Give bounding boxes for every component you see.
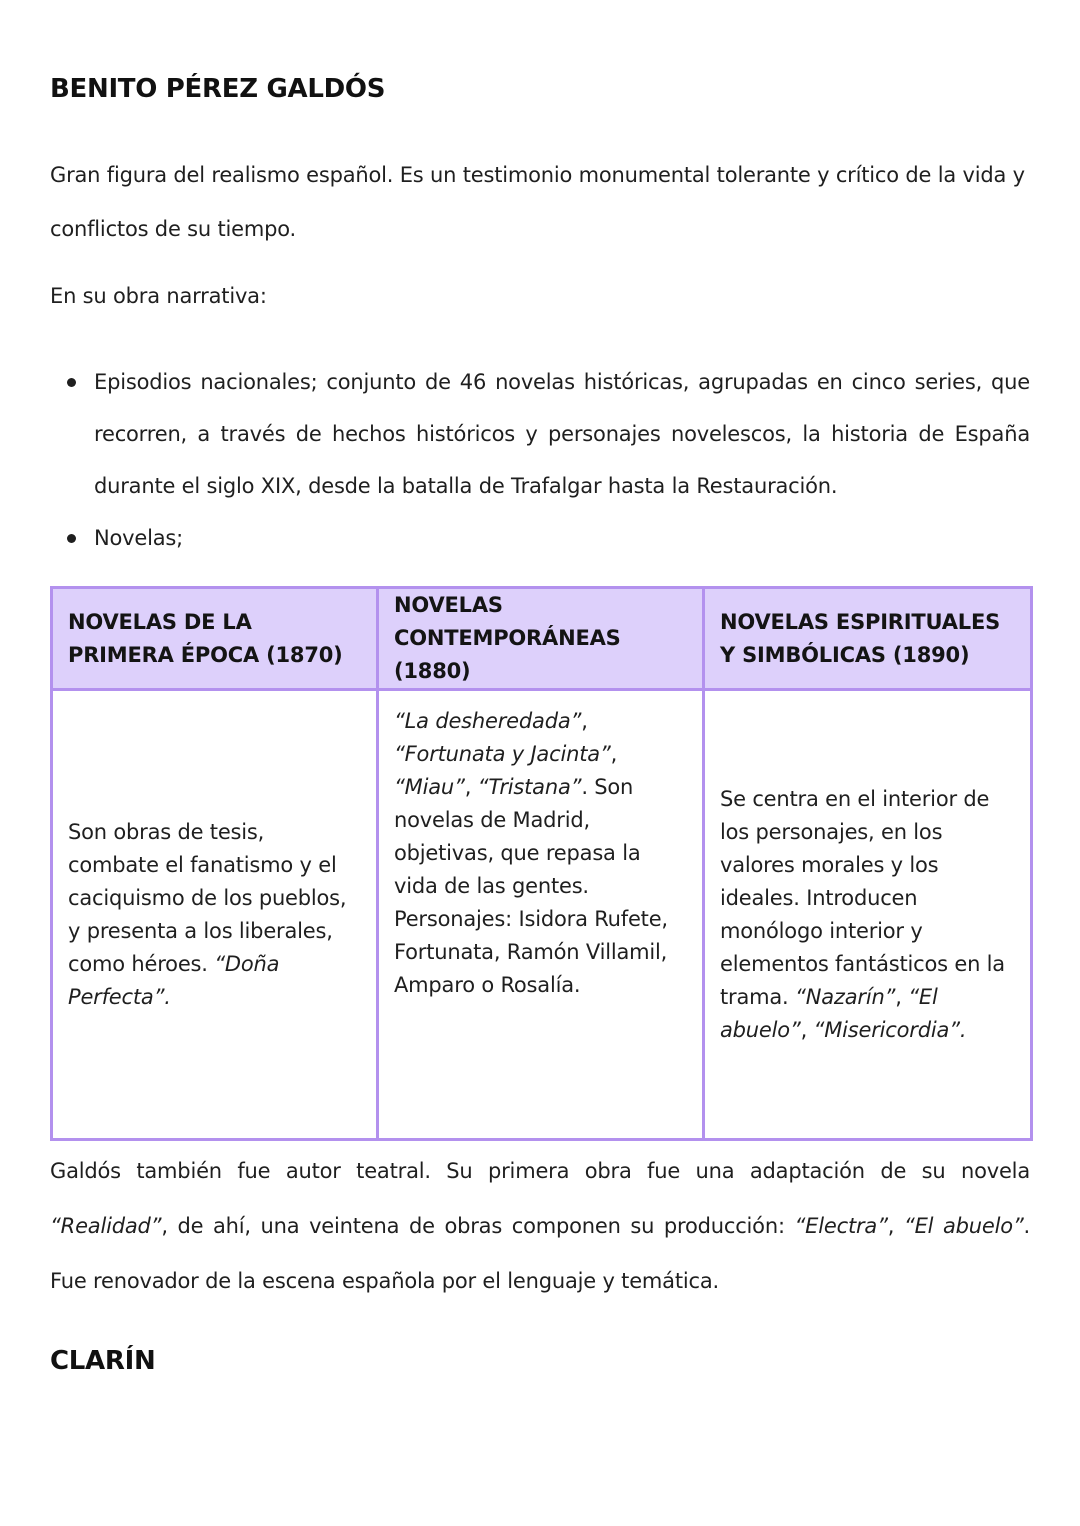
section-title-galdos: BENITO PÉREZ GALDÓS xyxy=(50,74,386,104)
text-run: , de ahí, una veintena de obras componen su producción: xyxy=(161,1214,785,1238)
header-contemporaneas: NOVELAS CONTEMPORÁNEAS (1880) xyxy=(378,588,704,690)
work-title: “Nazarín” xyxy=(795,984,896,1009)
list-item-episodios xyxy=(50,356,1030,512)
text-run: . Fue renovador de la escena española por el lenguaje y temática. xyxy=(50,1214,1031,1293)
work-title: “Tristana” xyxy=(477,775,582,799)
separator: , xyxy=(895,984,909,1009)
separator: , xyxy=(800,1017,814,1042)
cell-text: . Son novelas de Madrid, objetivas, que repasa la vida de las gentes. Personajes: Isidora Rufete, Fortunata, Ramón Villamil, Amparo o Rosalía. xyxy=(394,775,668,997)
cell-primera-epoca xyxy=(52,690,378,1140)
theatre-paragraph xyxy=(50,1144,1030,1309)
narrative-work-list xyxy=(50,356,1030,564)
list-item-text: Episodios nacionales; conjunto de 46 novelas históricas, agrupadas en cinco series, que recorren, a través de hechos históricos y personajes novelescos, la historia de España durante el siglo XIX, desde la batalla de Trafalgar hasta la Restauración. xyxy=(94,370,1030,498)
separator: , xyxy=(610,742,618,766)
separator: , xyxy=(464,775,478,799)
work-title: “Fortunata y Jacinta” xyxy=(394,742,611,766)
bullet-icon xyxy=(67,534,76,543)
separator: , xyxy=(581,709,588,733)
work-title: “Doña Perfecta”. xyxy=(68,951,280,1009)
list-item-text: Novelas; xyxy=(94,526,184,550)
work-title: “Realidad” xyxy=(50,1214,162,1238)
work-title: “Misericordia”. xyxy=(813,1017,967,1042)
cell-contemporaneas xyxy=(378,690,704,1140)
table-header-row xyxy=(52,588,1032,690)
intro-paragraph: Gran figura del realismo español. Es un testimonio monumental tolerante y crítico de la vida y conflictos de su tiempo. xyxy=(50,163,1025,241)
cell-text: Se centra en el interior de los personajes, en los valores morales y los ideales. Introducen monólogo interior y elementos fantásticos en la trama. xyxy=(720,786,1005,1009)
list-item-novelas xyxy=(50,512,1030,564)
work-title: “El abuelo” xyxy=(903,1214,1024,1238)
narrative-work-label: En su obra narrativa: xyxy=(50,284,267,308)
cell-text: Son obras de tesis, combate el fanatismo y el caciquismo de los pueblos, y presenta a los liberales, como héroes. xyxy=(68,819,347,976)
text-run: , xyxy=(887,1214,904,1238)
work-title: “El abuelo” xyxy=(720,984,938,1042)
header-espirituales: NOVELAS ESPIRITUALES Y SIMBÓLICAS (1890) xyxy=(704,588,1032,690)
cell-espirituales xyxy=(704,690,1032,1140)
header-primera-epoca: NOVELAS DE LA PRIMERA ÉPOCA (1870) xyxy=(52,588,378,690)
novels-table xyxy=(50,586,1033,1141)
work-title: “La desheredada” xyxy=(394,709,582,733)
text-run: Galdós también fue autor teatral. Su primera obra fue una adaptación de su novela xyxy=(50,1159,1030,1183)
table-row xyxy=(52,690,1032,1140)
work-title: “Miau” xyxy=(394,775,465,799)
work-title: “Electra” xyxy=(794,1214,888,1238)
section-title-clarin: CLARÍN xyxy=(50,1346,156,1376)
bullet-icon xyxy=(67,378,76,387)
